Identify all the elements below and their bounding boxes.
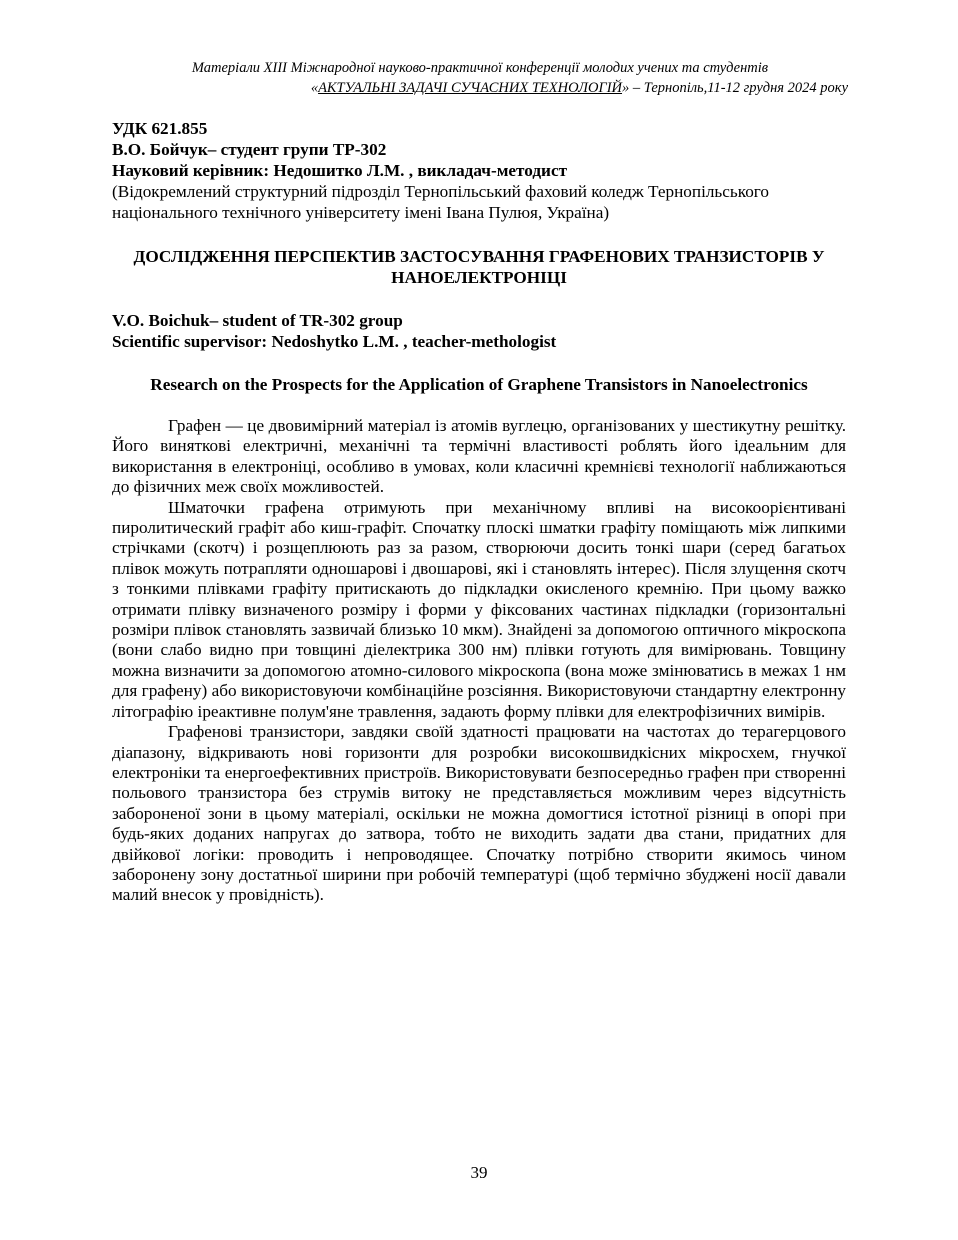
supervisor-en: Scientific supervisor: Nedoshytko L.M. , teacher-methologist: [112, 332, 557, 351]
author-en: V.O. Boichuk– student of TR-302 group: [112, 311, 403, 330]
author-block-en: [112, 310, 852, 352]
paragraph: Графен — це двовимірний матеріал із атомів вуглецю, організованих у шестикутну решітку. Його виняткові електричні, механічні та термічні властивості роблять його ідеальним для використання в електроніці, особливо в умовах, коли класичні кремнієві технології наближаються до фізичних меж своїх можливостей.: [112, 416, 846, 497]
author-ua: В.О. Бойчук– студент групи ТР-302: [112, 140, 387, 159]
supervisor-ua: Науковий керівник: Недошитко Л.М. , викладач-методист: [112, 161, 568, 180]
header-date-place: » – Тернопіль,11-12 грудня 2024 року: [622, 80, 848, 96]
author-block-ua: [112, 118, 852, 223]
paragraph: Графенові транзистори, завдяки своїй здатності працювати на частотах до терагерцового діапазону, відкривають нові горизонти для розробки високошвидкісних мікросхем, гнучкої електроніки та енергоефективних пристроїв. Використовувати безпосередньо графен при створенні польового транзистора без струмів витоку не представляється можливим через відсутність забороненої зони в цьому матеріалі, оскільки не можна домогтися істотної різниці в опорі при будь-яких доданих напругах до затвора, тобто не виходить задати два стани, придатних для двійкової логіки: проводить і непроводящее. Спочатку потрібно створити якимось чином заборонену зону достатньої ширини при робочій температурі (щоб термічно збуджені носії давали малий внесок у провідність).: [112, 722, 846, 905]
body-text: [112, 416, 846, 906]
title-english: Research on the Prospects for the Application of Graphene Transistors in Nanoelectronics: [150, 375, 808, 394]
affiliation: (Відокремлений структурний підрозділ Тернопільський фаховий коледж Тернопільського національного технічного університету імені Івана Пулюя, Україна): [112, 182, 770, 222]
header-line-1: Матеріали XIII Міжнародної науково-практичної конференції молодих учених та студентів: [191, 60, 769, 76]
header-line-2: [112, 78, 848, 98]
paragraph: Шматочки графена отримують при механічному впливі на високоорієнтивані пиролитический графіт або киш-графіт. Спочатку плоскі шматки графіту поміщають між липкими стрічками (скотч) і розщеплюють раз за разом, створюючи досить тонкі шари (серед багатьох плівок можуть потрапляти одношарові і двошарові, які і становлять інтерес). Після злущення скотч з тонкими плівками графіту притискають до підкладки окисленого кремнію. При цьому важко отримати плівку визначеного розміру і форми у фіксованих частинах підкладки (горизонтальні розміри плівок становлять зазвичай близько 10 мкм). Знайдені за допомогою оптичного мікроскопа (вони слабо видно при товщині діелектрика 300 нм) плівки готують для вимірювань. Товщину можна визначити за допомогою атомно-силового мікроскопа (вона може змінюватись в межах 1 нм для графену) або використовуючи комбінаційне розсіяння. Використовуючи стандартну електронну літографію іреактивне полум'яне травлення, задають форму плівки для електрофізичних вимірів.: [112, 497, 846, 721]
header-quote-open: «: [310, 80, 319, 96]
udc-code: УДК 621.855: [112, 119, 208, 138]
page-number: 39: [470, 1163, 488, 1182]
conference-name: АКТУАЛЬНІ ЗАДАЧІ СУЧАСНИХ ТЕХНОЛОГІЙ: [318, 80, 623, 96]
title-ukrainian: ДОСЛІДЖЕННЯ ПЕРСПЕКТИВ ЗАСТОСУВАННЯ ГРАФЕНОВИХ ТРАНЗИСТОРІВ У НАНОЕЛЕКТРОНІЦІ: [133, 247, 825, 287]
running-header: [112, 58, 848, 98]
